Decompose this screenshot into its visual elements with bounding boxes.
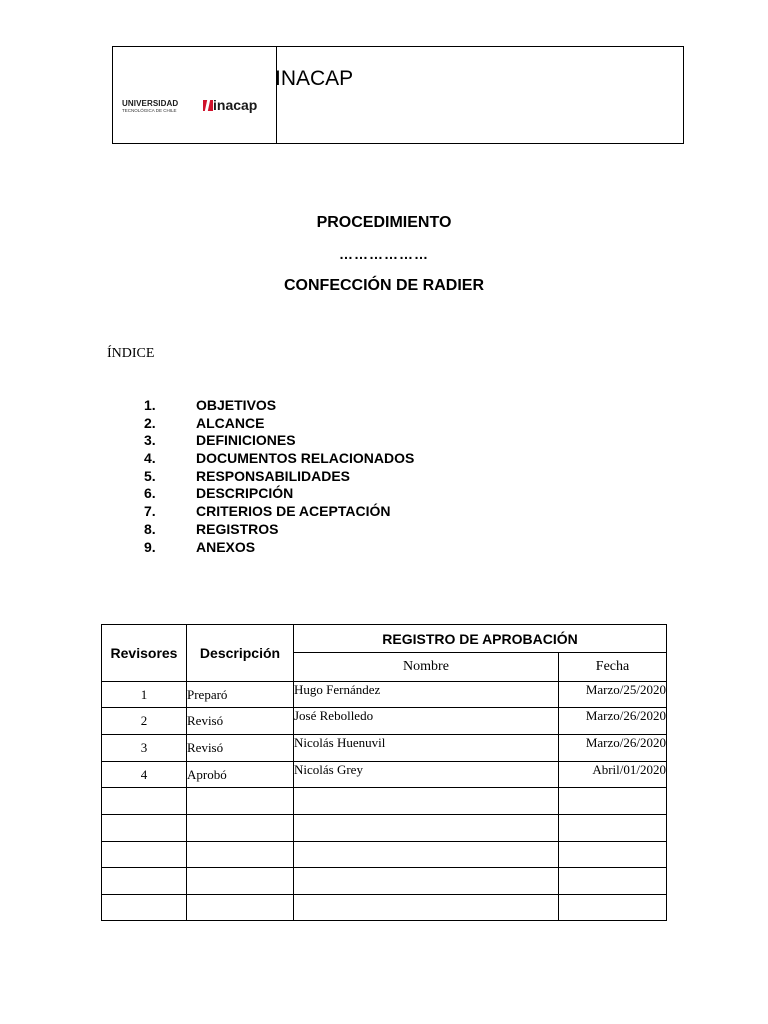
logo-text-sub: TECNOLÓGICA DE CHILE <box>122 108 177 113</box>
empty-cell <box>187 868 294 895</box>
table-row-empty <box>102 895 667 921</box>
cell-revisor-num: 1 <box>102 682 187 708</box>
table-row-empty <box>102 868 667 895</box>
cell-descripcion: Revisó <box>187 735 294 762</box>
toc-number: 4. <box>144 450 156 467</box>
toc-item <box>144 415 464 433</box>
cell-nombre: Hugo Fernández <box>294 682 559 708</box>
header-revisores: Revisores <box>102 625 187 682</box>
empty-cell <box>102 895 187 921</box>
logo-text-brand: inacap <box>213 97 258 113</box>
cell-descripcion: Preparó <box>187 682 294 708</box>
toc-item <box>144 503 464 521</box>
empty-cell <box>559 895 667 921</box>
toc-item <box>144 521 464 539</box>
empty-cell <box>559 788 667 815</box>
cell-revisor-num: 2 <box>102 708 187 735</box>
table-row-empty <box>102 788 667 815</box>
empty-cell <box>559 842 667 868</box>
toc-number: 8. <box>144 520 156 537</box>
toc-label: ALCANCE <box>196 414 265 431</box>
empty-cell <box>294 815 559 842</box>
approval-table <box>101 624 667 921</box>
toc-label: REGISTROS <box>196 520 279 537</box>
toc-item <box>144 432 464 450</box>
table-row <box>102 708 667 735</box>
table-row <box>102 735 667 762</box>
cell-nombre: Nicolás Grey <box>294 762 559 788</box>
cell-descripcion: Aprobó <box>187 762 294 788</box>
cell-nombre: Nicolás Huenuvil <box>294 735 559 762</box>
toc-number: 1. <box>144 397 156 413</box>
header-title: INACAP <box>275 67 354 90</box>
toc-label: OBJETIVOS <box>196 397 277 413</box>
toc-item <box>144 397 464 415</box>
empty-cell <box>187 815 294 842</box>
inacap-logo <box>121 65 269 125</box>
toc-item <box>144 539 464 557</box>
header-nombre: Nombre <box>294 653 559 682</box>
table-row <box>102 762 667 788</box>
table-row-empty <box>102 842 667 868</box>
table-row <box>102 682 667 708</box>
toc-number: 6. <box>144 485 156 502</box>
toc-label: RESPONSABILIDADES <box>196 467 351 484</box>
toc-item <box>144 485 464 503</box>
toc-number: 3. <box>144 432 156 449</box>
document-subtitle: CONFECCIÓN DE RADIER <box>283 277 484 294</box>
table-of-contents <box>144 397 464 556</box>
empty-cell <box>559 868 667 895</box>
empty-cell <box>187 842 294 868</box>
cell-descripcion: Revisó <box>187 708 294 735</box>
empty-cell <box>102 788 187 815</box>
empty-cell <box>294 788 559 815</box>
empty-cell <box>294 868 559 895</box>
cell-nombre: José Rebolledo <box>294 708 559 735</box>
toc-label: DEFINICIONES <box>196 432 296 449</box>
empty-cell <box>294 842 559 868</box>
header-descripcion: Descripción <box>187 625 294 682</box>
toc-number: 9. <box>144 538 156 555</box>
toc-label: DOCUMENTOS RELACIONADOS <box>196 450 415 467</box>
cell-fecha: Marzo/26/2020 <box>559 708 667 735</box>
cell-revisor-num: 3 <box>102 735 187 762</box>
cell-fecha: Marzo/25/2020 <box>559 682 667 708</box>
cell-fecha: Marzo/26/2020 <box>559 735 667 762</box>
empty-cell <box>187 788 294 815</box>
logo-cell <box>113 47 277 143</box>
inacap-mark-icon <box>203 100 213 111</box>
empty-cell <box>102 815 187 842</box>
toc-label: DESCRIPCIÓN <box>196 485 294 502</box>
cell-revisor-num: 4 <box>102 762 187 788</box>
document-title: PROCEDIMIENTO <box>316 214 452 231</box>
document-title-dots: ……………… <box>339 246 429 262</box>
toc-number: 2. <box>144 414 156 431</box>
toc-item <box>144 468 464 486</box>
cell-fecha: Abril/01/2020 <box>559 762 667 788</box>
toc-label: CRITERIOS DE ACEPTACIÓN <box>196 503 391 520</box>
toc-number: 7. <box>144 503 156 520</box>
empty-cell <box>294 895 559 921</box>
empty-cell <box>559 815 667 842</box>
header-fecha: Fecha <box>559 653 667 682</box>
empty-cell <box>102 842 187 868</box>
toc-label: ANEXOS <box>196 538 256 555</box>
toc-number: 5. <box>144 467 156 484</box>
logo-text-univ: UNIVERSIDAD <box>122 99 179 108</box>
document-header <box>112 46 684 144</box>
index-heading: ÍNDICE <box>107 346 155 361</box>
header-registro-aprobacion: REGISTRO DE APROBACIÓN <box>294 625 667 653</box>
empty-cell <box>187 895 294 921</box>
empty-cell <box>102 868 187 895</box>
toc-item <box>144 450 464 468</box>
table-row-empty <box>102 815 667 842</box>
